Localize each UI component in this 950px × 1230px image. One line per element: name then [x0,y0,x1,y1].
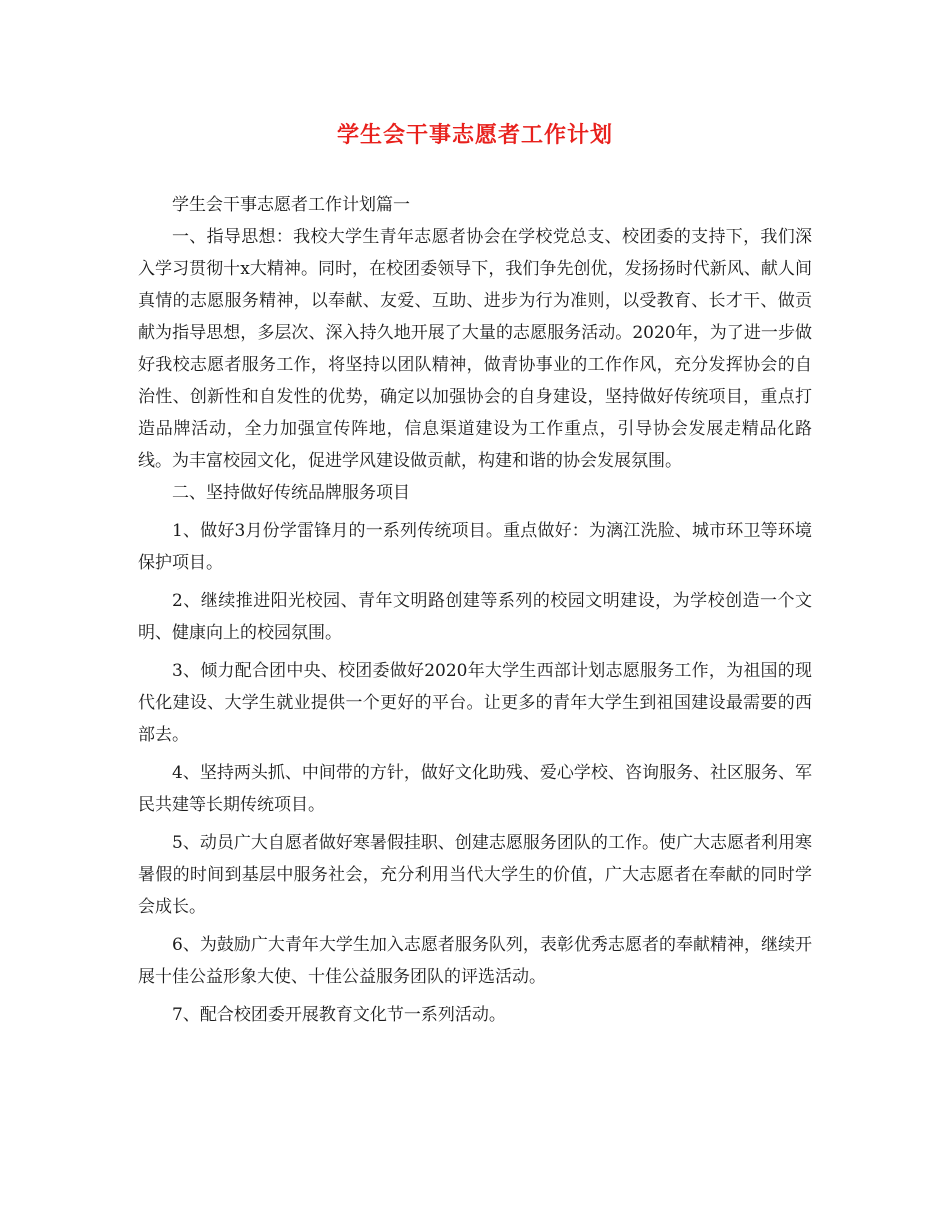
list-item-5: 5、动员广大自愿者做好寒暑假挂职、创建志愿服务团队的工作。使广大志愿者利用寒暑假的时间到基层中服务社会，充分利用当代大学生的价值，广大志愿者在奉献的同时学会成长。 [138,833,812,917]
list-item-3: 3、倾力配合团中央、校团委做好2020年大学生西部计划志愿服务工作，为祖国的现代化建设、大学生就业提供一个更好的平台。让更多的青年大学生到祖国建设最需要的西部去。 [138,661,812,745]
list-item-7: 7、配合校团委开展教育文化节一系列活动。 [172,1005,506,1025]
document-title: 学生会干事志愿者工作计划 [336,122,613,148]
section-heading-part-one: 学生会干事志愿者工作计划篇一 [172,195,410,215]
list-item-4: 4、坚持两头抓、中间带的方针，做好文化助残、爱心学校、咨询服务、社区服务、军民共建等长期传统项目。 [138,763,812,815]
list-item-1: 1、做好3月份学雷锋月的一系列传统项目。重点做好：为漓江洗脸、城市环卫等环境保护项目。 [138,521,812,573]
section-heading-traditional-projects: 二、坚持做好传统品牌服务项目 [172,483,410,503]
document-body [138,189,812,1031]
guiding-ideology-paragraph: 一、指导思想：我校大学生青年志愿者协会在学校党总支、校团委的支持下，我们深入学习贯彻十x大精神。同时，在校团委领导下，我们争先创优，发扬扬时代新风、献人间真情的志愿服务精神，以奉献、友爱、互助、进步为行为准则，以受教育、长才干、做贡献为指导思想，多层次、深入持久地开展了大量的志愿服务活动。2020年，为了进一步做好我校志愿者服务工作，将坚持以团队精神，做青协事业的工作作风，充分发挥协会的自治性、创新性和自发性的优势，确定以加强协会的自身建设，坚持做好传统项目，重点打造品牌活动，全力加强宣传阵地，信息渠道建设为工作重点，引导协会发展走精品化路线。为丰富校园文化，促进学风建设做贡献，构建和谐的协会发展氛围。 [138,227,812,471]
list-item-6: 6、为鼓励广大青年大学生加入志愿者服务队列，表彰优秀志愿者的奉献精神，继续开展十佳公益形象大使、十佳公益服务团队的评选活动。 [138,935,812,987]
list-item-2: 2、继续推进阳光校园、青年文明路创建等系列的校园文明建设，为学校创造一个文明、健康向上的校园氛围。 [138,591,812,643]
